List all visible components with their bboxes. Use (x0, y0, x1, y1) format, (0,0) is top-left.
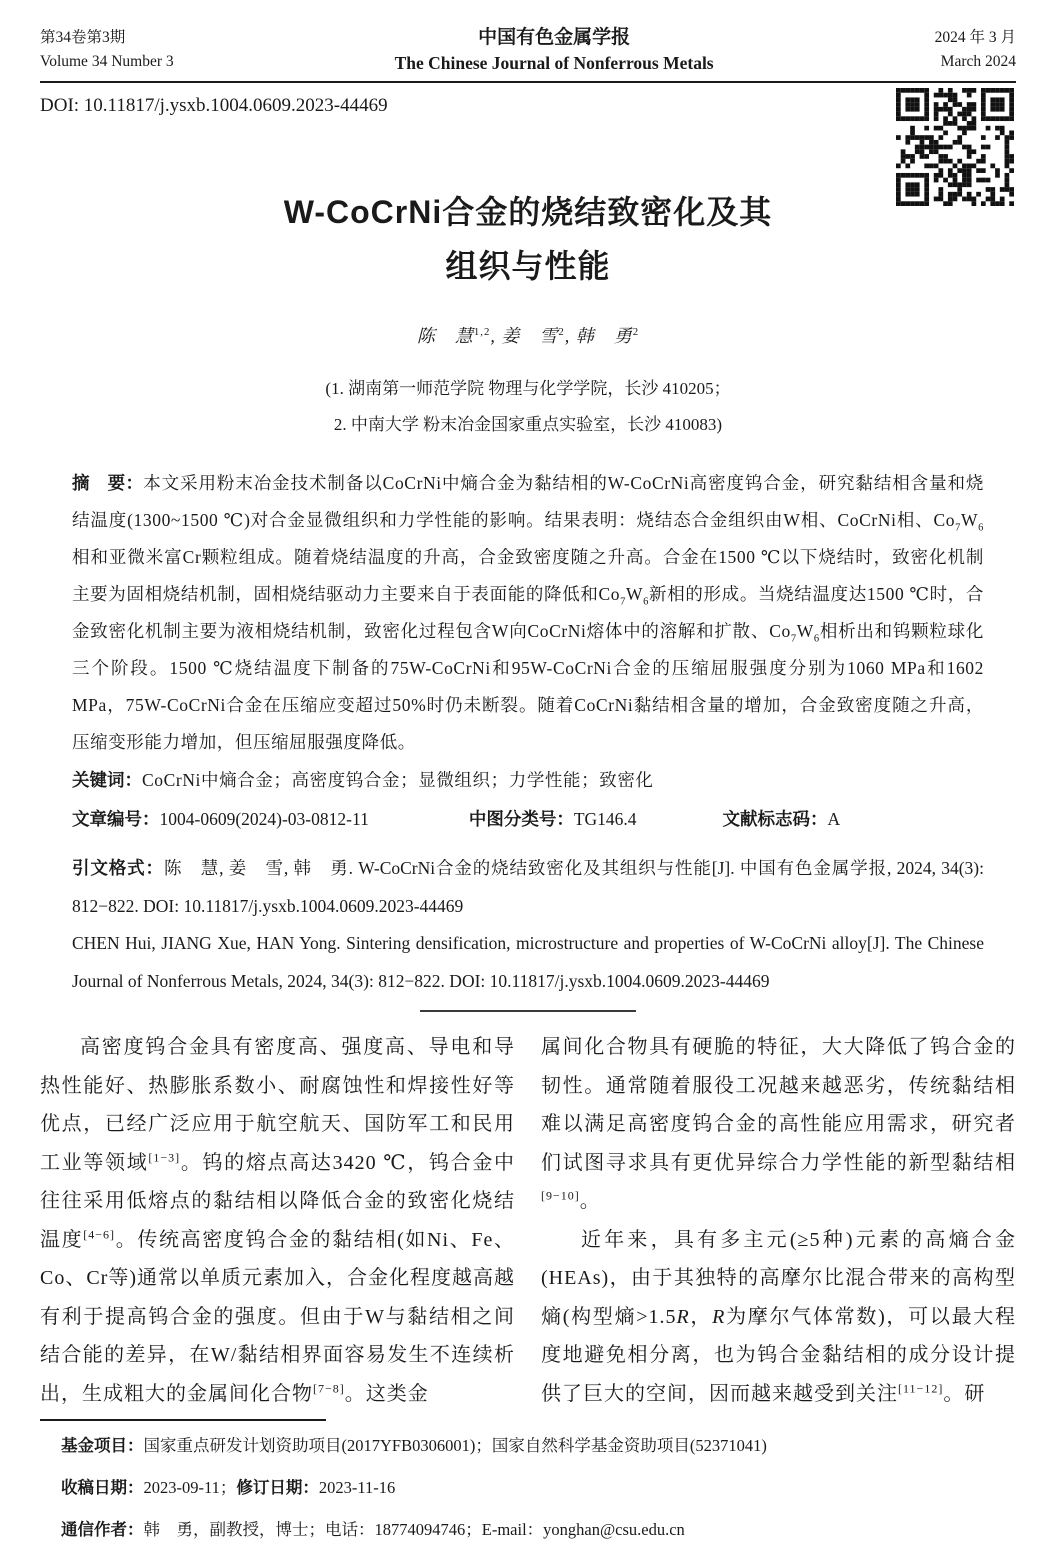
abstract-label: 摘 要： (72, 473, 144, 493)
article-title (40, 185, 1016, 293)
corresponding-label: 通信作者： (61, 1521, 144, 1539)
body-paragraph-1-continued: 属间化合物具有硬脆的特征，大大降低了钨合金的韧性。通常随着服役工况越来越恶劣，传统黏结相难以满足高密度钨合金的高性能应用需求，研究者们试图寻求具有更优异综合力学性能的新型黏结相[9−10]。 (541, 1036, 1016, 1212)
fund-label: 基金项目： (61, 1437, 144, 1455)
received-date: 2023-09-11； (143, 1478, 237, 1497)
abstract-paragraph (72, 465, 984, 761)
fund-line (40, 1425, 1016, 1467)
citation-block (72, 850, 984, 1000)
header-journal-block (395, 26, 714, 76)
revised-label: 修订日期： (236, 1479, 319, 1497)
citation-label: 引文格式： (72, 858, 164, 878)
keywords-text: CoCrNi中熵合金；高密度钨合金；显微组织；力学性能；致密化 (142, 770, 654, 790)
header-volume-block (40, 26, 174, 74)
journal-header (40, 26, 1016, 83)
affiliation-1: (1. 湖南第一师范学院 物理与化学学院，长沙 410205； (325, 379, 731, 398)
citation-cn-text: 陈 慧, 姜 雪, 韩 勇. W-CoCrNi合金的烧结致密化及其组织与性能[J]. 中国有色金属学报, 2024, 34(3): 812−822. DOI: 10.11817/j.ysxb.1004.0609.2023-44469 (72, 858, 984, 916)
journal-name-en: The Chinese Journal of Nonferrous Metals (394, 53, 714, 73)
body-columns (40, 1028, 1016, 1413)
footnote-rule (40, 1419, 326, 1421)
body-paragraph-1: 高密度钨合金具有密度高、强度高、导电和导热性能好、热膨胀系数小、耐腐蚀性和焊接性好等优点，已经广泛应用于航空航天、国防军工和民用工业等领域[1−3]。钨的熔点高达3420 ℃，钨合金中往往采用低熔点的黏结相以降低合金的致密化烧结温度[4−6]。传统高密度钨合金的黏结相(如Ni、Fe、Co、Cr等)通常以单质元素加入，合金化程度越高越有利于提高钨合金的强度。但由于W与黏结相之间结合能的差异，在W/黏结相界面容易发生不连续析出，生成粗大的金属间化合物[7−8]。这类金 (40, 1036, 516, 1405)
corresponding-text: 韩 勇，副教授，博士；电话：18774094746；E-mail：yonghan@csu.edu.cn (143, 1520, 685, 1539)
citation-cn (72, 850, 984, 925)
doc-code: A (827, 809, 841, 829)
issue-date-cn: 2024 年 3 月 (934, 29, 1016, 46)
citation-en: CHEN Hui, JIANG Xue, HAN Yong. Sintering densification, microstructure and properties of W-CoCrNi alloy[J]. The Chinese Journal of Nonferrous Metals, 2024, 34(3): 812−822. DOI: 10.11817/j.ysxb.1004.0609.2023-44469 (72, 933, 984, 991)
keywords-label: 关键词： (72, 770, 142, 790)
corresponding-line (40, 1509, 1016, 1551)
article-number-label: 文章编号： (72, 809, 160, 829)
volume-en: Volume 34 Number 3 (40, 53, 174, 70)
body-paragraph-2: 近年来，具有多主元(≥5种)元素的高熵合金(HEAs)，由于其独特的高摩尔比混合带来的高构型熵(构型熵>1.5R，R为摩尔气体常数)，可以最大程度地避免相分离，也为钨合金黏结相的成分设计提供了巨大的空间，因而越来越受到关注[11−12]。研 (541, 1228, 1016, 1405)
article-title-line2: 组织与性能 (445, 248, 611, 284)
affiliations-block (40, 371, 1016, 443)
received-label: 收稿日期： (61, 1479, 144, 1497)
clc-label: 中图分类号： (468, 809, 574, 829)
issue-date-en: March 2024 (940, 53, 1016, 70)
revised-date: 2023-11-16 (318, 1478, 396, 1497)
article-meta-row (72, 801, 984, 838)
header-date-block (935, 26, 1016, 74)
footnote-block (40, 1419, 1016, 1551)
keywords-line (72, 762, 984, 799)
article-title-line1: W-CoCrNi合金的烧结致密化及其 (283, 194, 773, 230)
qr-code (896, 88, 1014, 206)
body-left-column (40, 1028, 515, 1413)
clc-number: TG146.4 (573, 809, 637, 829)
journal-name-cn: 中国有色金属学报 (478, 27, 631, 48)
volume-cn: 第34卷第3期 (40, 29, 126, 46)
dates-line (40, 1467, 1016, 1509)
body-right-column (541, 1028, 1016, 1413)
doi-row (40, 93, 1016, 121)
abstract-text: 本文采用粉末冶金技术制备以CoCrNi中熵合金为黏结相的W-CoCrNi高密度钨合金，研究黏结相含量和烧结温度(1300~1500 ℃)对合金显微组织和力学性能的影响。结果表明：烧结态合金组织由W相、CoCrNi相、$Co_7W_6$相和亚微米富Cr颗粒组成。随着烧结温度的升高，合金致密度随之升高。合金在1500 ℃以下烧结时，致密化机制主要为固相烧结机制，固相烧结驱动力主要来自于表面能的降低和$Co_7W_6$新相的形成。当烧结温度达1500 ℃时，合金致密化机制主要为液相烧结机制，致密化过程包含W向CoCrNi熔体中的溶解和扩散、$Co_7W_6$相析出和钨颗粒球化三个阶段。1500 ℃烧结温度下制备的75W-CoCrNi和95W-CoCrNi合金的压缩屈服强度分别为1060 MPa和1602 MPa，75W-CoCrNi合金在压缩应变超过50%时仍未断裂。随着CoCrNi黏结相含量的增加，合金致密度随之升高，压缩变形能力增加，但压缩屈服强度降低。 (72, 473, 985, 752)
authors-line: 陈 慧$^{1,2}$, 姜 雪$^2$, 韩 勇$^2$ (416, 326, 640, 346)
article-number: 1004-0609(2024)-03-0812-11 (159, 809, 369, 829)
affiliation-2: 2. 中南大学 粉末冶金国家重点实验室，长沙 410083) (333, 415, 723, 434)
doc-code-label: 文献标志码： (722, 809, 828, 829)
doi-text: DOI: 10.11817/j.ysxb.1004.0609.2023-44469 (40, 95, 388, 116)
section-divider (420, 1010, 636, 1012)
fund-text: 国家重点研发计划资助项目(2017YFB0306001)；国家自然科学基金资助项目(52371041) (143, 1436, 767, 1455)
